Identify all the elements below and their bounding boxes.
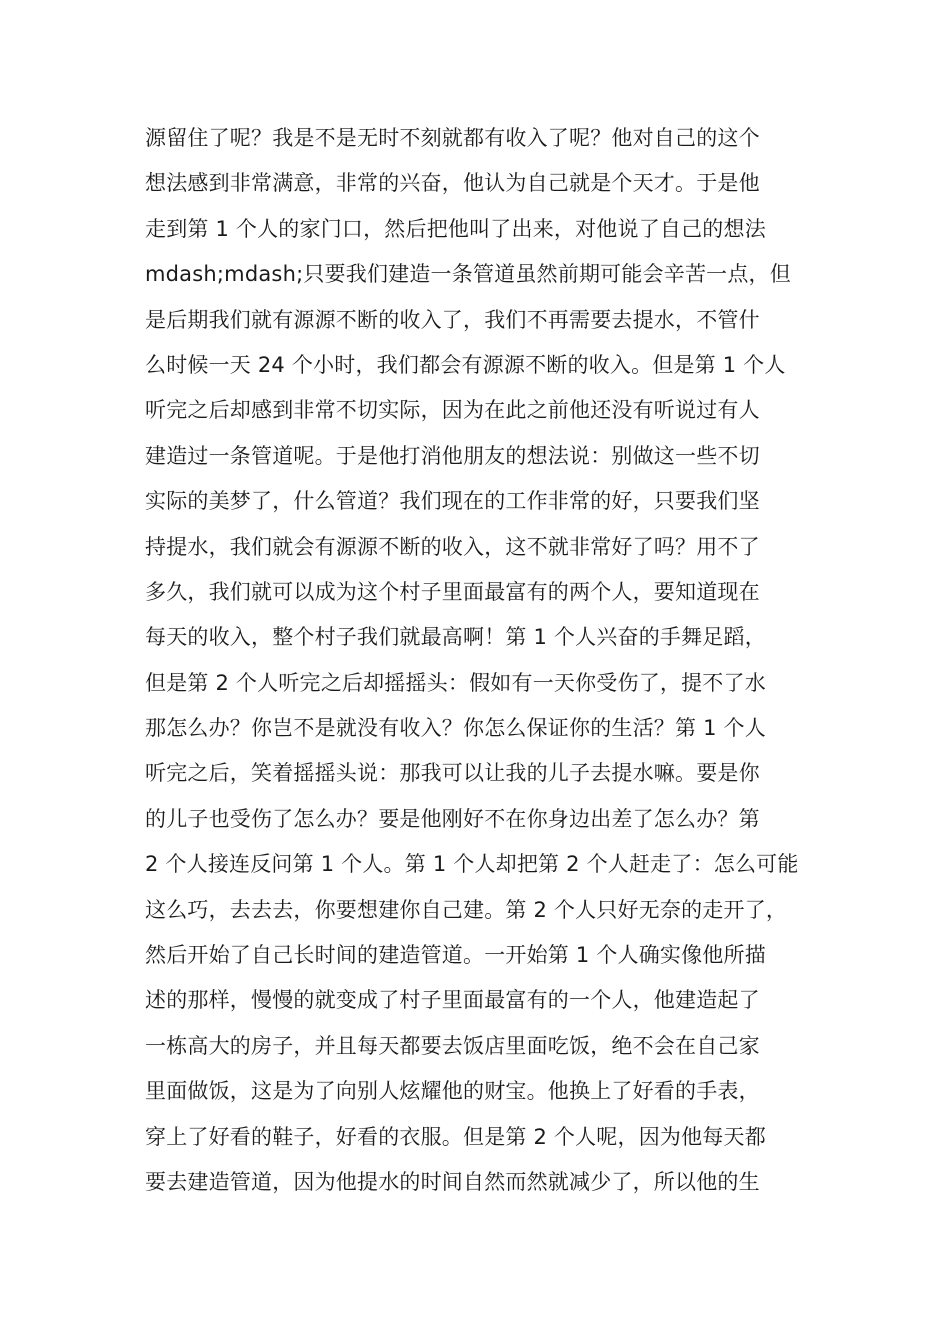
text-line: 然后开始了自己长时间的建造管道。一开始第 1 个人确实像他所描 xyxy=(145,943,766,968)
text-line: 一栋高大的房子，并且每天都要去饭店里面吃饭，绝不会在自己家 xyxy=(145,1033,760,1058)
text-line: 是后期我们就有源源不断的收入了，我们不再需要去提水，不管什 xyxy=(145,307,760,332)
text-line: 穿上了好看的鞋子，好看的衣服。但是第 2 个人呢，因为他每天都 xyxy=(145,1124,766,1149)
text-line: 么时候一天 24 个小时，我们都会有源源不断的收入。但是第 1 个人 xyxy=(145,352,786,377)
text-line: 多久，我们就可以成为这个村子里面最富有的两个人，要知道现在 xyxy=(145,579,760,604)
text-line: 要去建造管道，因为他提水的时间自然而然就减少了，所以他的生 xyxy=(145,1169,760,1194)
text-line: 这么巧，去去去，你要想建你自己建。第 2 个人只好无奈的走开了， xyxy=(145,897,788,922)
text-line: 那怎么办？你岂不是就没有收入？你怎么保证你的生活？第 1 个人 xyxy=(145,716,766,741)
text-line: 听完之后，笑着摇摇头说：那我可以让我的儿子去提水嘛。要是你 xyxy=(145,761,760,786)
text-line: 每天的收入，整个村子我们就最高啊！第 1 个人兴奋的手舞足蹈， xyxy=(145,625,766,650)
text-line: 的儿子也受伤了怎么办？要是他刚好不在你身边出差了怎么办？第 xyxy=(145,806,760,831)
text-line: 里面做饭，这是为了向别人炫耀他的财宝。他换上了好看的手表， xyxy=(145,1079,760,1104)
text-line: 听完之后却感到非常不切实际，因为在此之前他还没有听说过有人 xyxy=(145,398,760,423)
text-line: 2 个人接连反问第 1 个人。第 1 个人却把第 2 个人赶走了：怎么可能 xyxy=(145,852,799,877)
text-line: 持提水，我们就会有源源不断的收入，这不就非常好了吗？用不了 xyxy=(145,534,760,559)
text-line: 源留住了呢？我是不是无时不刻就都有收入了呢？他对自己的这个 xyxy=(145,126,760,150)
text-line: 想法感到非常满意，非常的兴奋，他认为自己就是个天才。于是他 xyxy=(145,171,760,196)
body-text xyxy=(145,116,825,1205)
text-line: 述的那样，慢慢的就变成了村子里面最富有的一个人，他建造起了 xyxy=(145,988,760,1013)
text-line: 建造过一条管道呢。于是他打消他朋友的想法说：别做这一些不切 xyxy=(145,443,760,468)
text-line: 但是第 2 个人听完之后却摇摇头：假如有一天你受伤了，提不了水 xyxy=(145,670,766,695)
text-line: mdash;mdash;只要我们建造一条管道虽然前期可能会辛苦一点，但 xyxy=(145,262,791,287)
text-line: 走到第 1 个人的家门口，然后把他叫了出来，对他说了自己的想法 xyxy=(145,216,766,241)
text-line: 实际的美梦了，什么管道？我们现在的工作非常的好，只要我们坚 xyxy=(145,489,760,514)
